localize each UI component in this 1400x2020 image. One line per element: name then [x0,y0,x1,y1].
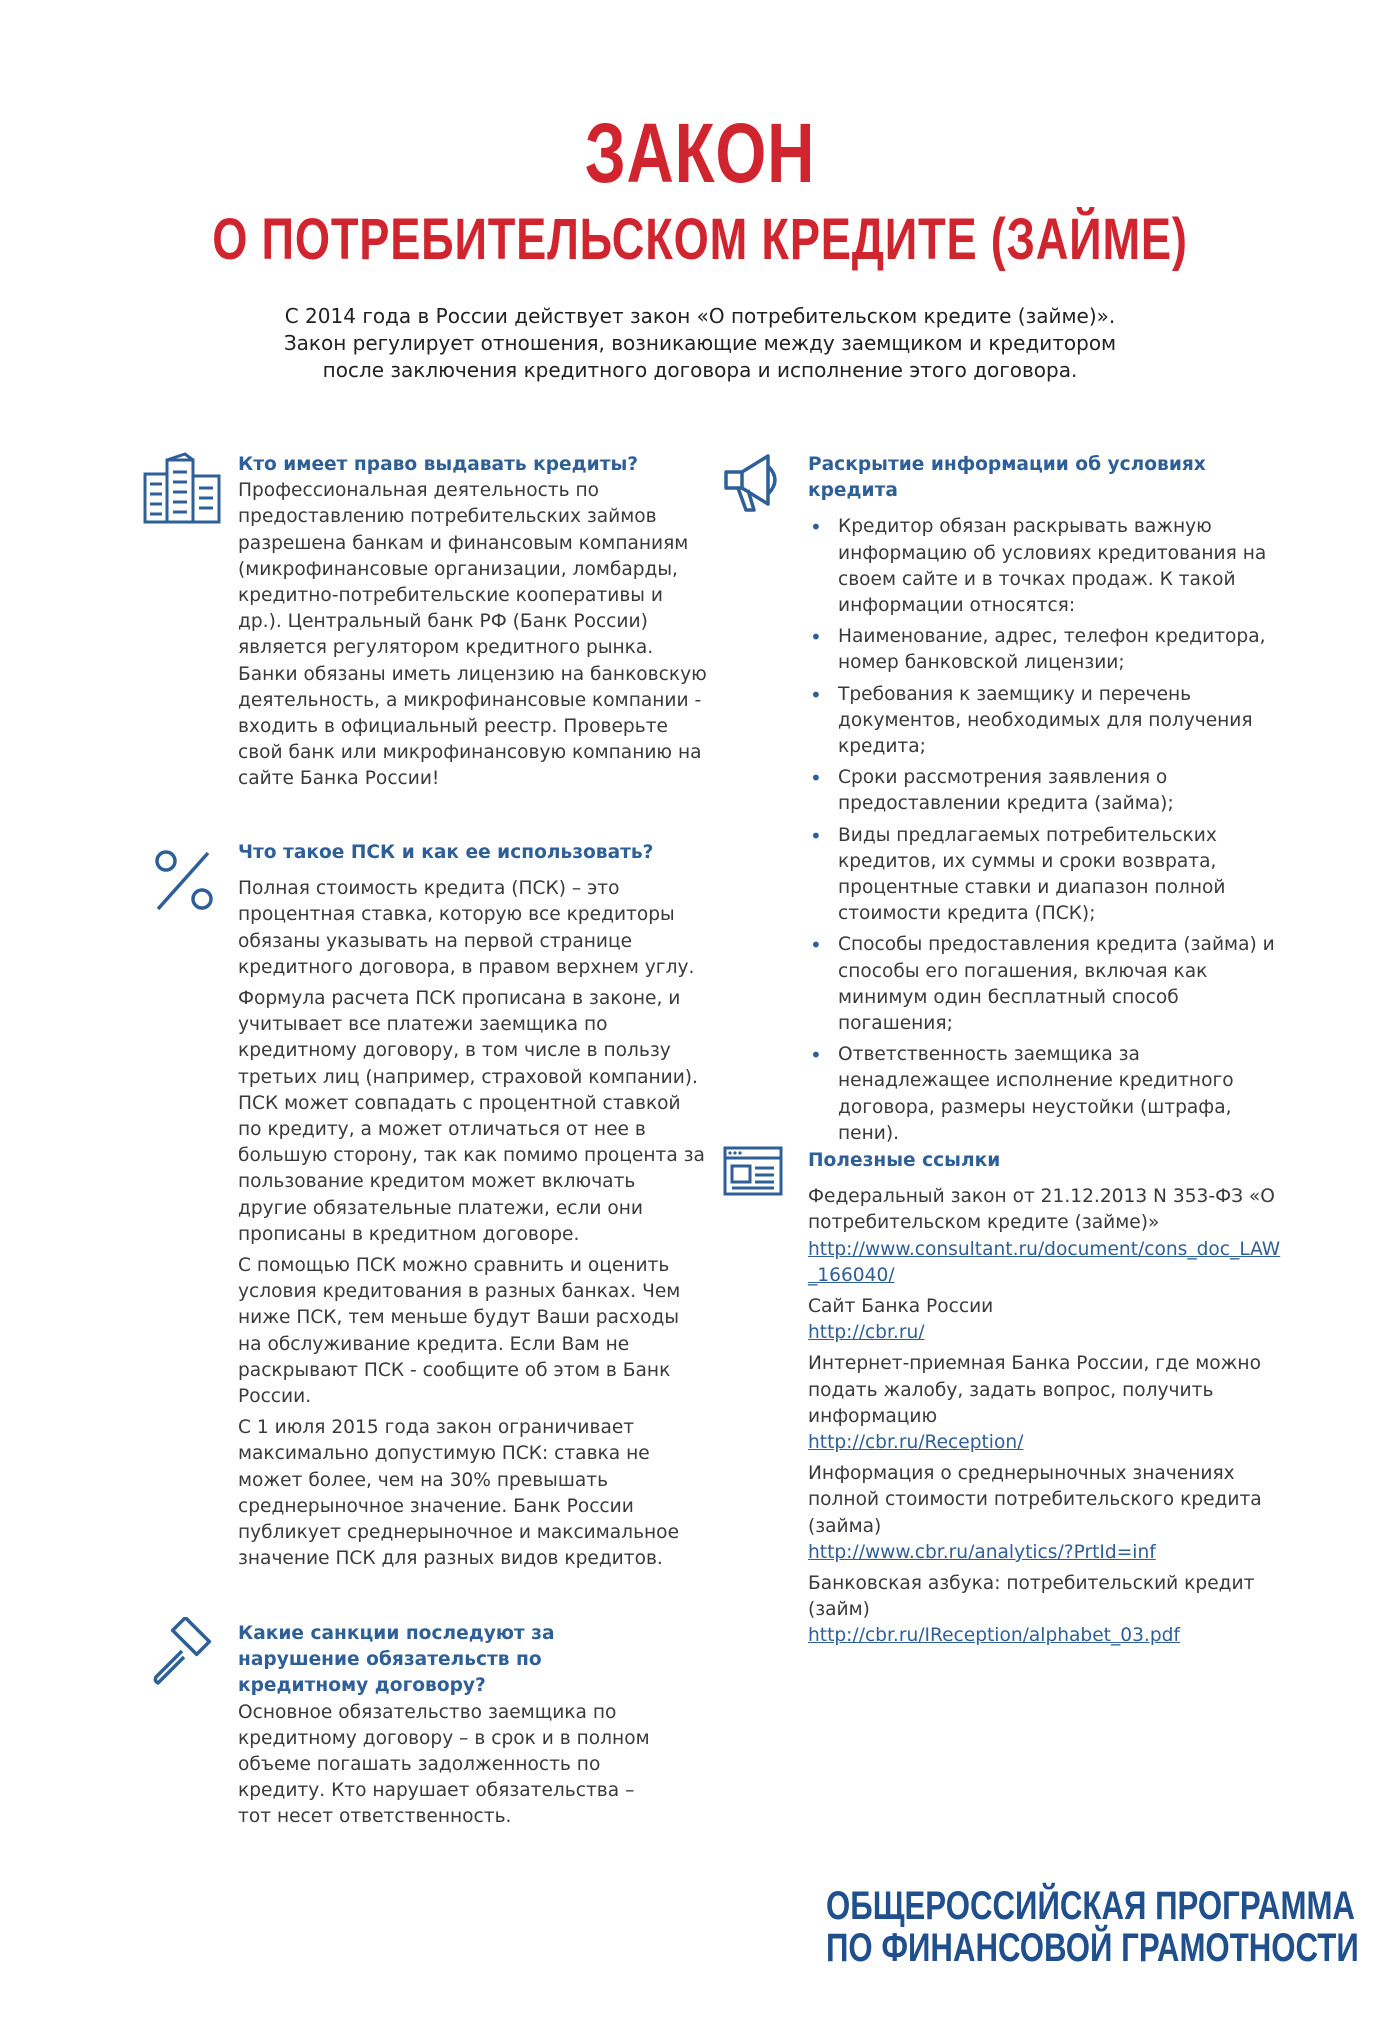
link-item [808,1461,1288,1566]
link-description: Федеральный закон от 21.12.2013 N 353-ФЗ «О потребительском кредите (займе)» [808,1186,1275,1234]
link-item [808,1184,1288,1289]
list-item: • Кредитор обязан раскрывать важную информацию об условиях кредитования на своем сайте и в точках продаж. К такой информации относятся: [808,514,1288,619]
link-description: Банковская азбука: потребительский кредит (займ) [808,1573,1255,1621]
section-sanctions [238,1621,668,1836]
link-item [808,1294,1288,1346]
list-item: • Ответственность заемщика за ненадлежащее исполнение кредитного договора, размеры неустойки (штрафа, пени). [808,1042,1288,1147]
list-item: • Требования к заемщику и перечень документов, необходимых для получения кредита; [808,682,1288,761]
link-url[interactable]: http://cbr.ru/IReception/alphabet_03.pdf [808,1625,1180,1647]
list-item: • Виды предлагаемых потребительских кредитов, их суммы и сроки возврата, процентные ставки и диапазон полной стоимости кредита (ПСК); [808,823,1288,928]
section-paragraph: Формула расчета ПСК прописана в законе, и учитывает все платежи заемщика по кредитному договору, в том числе в пользу третьих лиц (например, страховой компании). ПСК может совпадать с процентной ставкой по кредиту, а может отличаться от нее в большую сторону, так как помимо процента за пользование кредитом может включать другие обязательные платежи, если они прописаны в кредитном договоре. [238,988,705,1245]
link-description: Интернет-приемная Банка России, где можно подать жалобу, задать вопрос, получить информацию [808,1353,1261,1427]
section-psk [238,840,708,1577]
link-item [808,1571,1288,1650]
building-icon [143,452,223,524]
section-paragraph: С 1 июля 2015 года закон ограничивает максимально допустимую ПСК: ставка не может более, чем на 30% превышать среднерыночное значение. Банк России публикует среднерыночное и максимальное значение ПСК для разных видов кредитов. [238,1417,680,1570]
section-heading: Раскрытие информации об условиях кредита [808,454,1206,502]
intro-text [200,303,1200,384]
intro-line: С 2014 года в России действует закон «О потребительском кредите (займе)». [284,304,1116,328]
page-subtitle: О ПОТРЕБИТЕЛЬСКОМ КРЕДИТЕ (ЗАЙМЕ) [212,207,1188,272]
section-links [808,1148,1288,1655]
link-url[interactable]: http://www.cbr.ru/analytics/?PrtId=inf [808,1541,1156,1563]
megaphone-icon [720,452,790,514]
intro-line: Закон регулирует отношения, возникающие между заемщиком и кредитором [283,331,1117,355]
program-logo-text [826,1884,1359,1970]
list-item: • Наименование, адрес, телефон кредитора, номер банковской лицензии; [808,624,1288,676]
page-title: ЗАКОН [584,106,816,200]
list-item: • Сроки рассмотрения заявления о предоставлении кредита (займа); [808,765,1288,817]
section-paragraph: С помощью ПСК можно сравнить и оценить условия кредитования в разных банках. Чем ниже ПСК, тем меньше будут Ваши расходы на обслуживание кредита. Если Вам не раскрывают ПСК - сообщите об этом в Банк России. [238,1255,681,1408]
disclosure-list [808,514,1288,1147]
link-url[interactable]: http://cbr.ru/Reception/ [808,1432,1024,1454]
link-item [808,1351,1288,1456]
link-description: Сайт Банка России [808,1296,994,1318]
footer-line: ОБЩЕРОССИЙСКАЯ ПРОГРАММА [826,1884,1355,1928]
gavel-icon [148,1617,220,1689]
section-heading: Что такое ПСК и как ее использовать? [238,842,654,863]
link-url[interactable]: http://cbr.ru/ [808,1322,925,1344]
section-lenders [238,452,708,798]
section-paragraph: Полная стоимость кредита (ПСК) – это процентная ставка, которую все кредиторы обязаны указывать на первой странице кредитного договора, в правом верхнем углу. [238,878,695,978]
section-heading: Полезные ссылки [808,1150,1001,1171]
section-text: Основное обязательство заемщика по кредитному договору – в срок и в полном объеме погашать задолженность по кредиту. Кто нарушает обязательства – тот несет ответственность. [238,1701,650,1828]
section-text: Профессиональная деятельность по предоставлению потребительских займов разрешена банкам и финансовым компаниям (микрофинансовые организации, ломбарды, кредитно-потребительские кооперативы и др.). Центральный банк РФ (Банк России) является регулятором кредитного рынка. Банки обязаны иметь лицензию на банковскую деятельность, а микрофинансовые компании - входить в официальный реестр. Проверьте свой банк или микрофинансовую компанию на сайте Банка России! [238,480,707,790]
footer-line: ПО ФИНАНСОВОЙ ГРАМОТНОСТИ [826,1926,1359,1970]
list-item: • Способы предоставления кредита (займа) и способы его погашения, включая как минимум один бесплатный способ погашения; [808,932,1288,1037]
section-disclosure [808,452,1288,1152]
link-url[interactable]: http://www.consultant.ru/document/cons_doc_LAW_166040/ [808,1238,1281,1286]
section-heading: Какие санкции последуют за нарушение обязательств по кредитному договору? [238,1623,555,1697]
section-heading: Кто имеет право выдавать кредиты? [238,454,639,475]
intro-line: после заключения кредитного договора и исполнение этого договора. [322,358,1078,382]
browser-window-icon [723,1146,783,1198]
link-description: Информация о среднерыночных значениях полной стоимости потребительского кредита (займа) [808,1463,1262,1537]
percent-icon [152,849,216,913]
